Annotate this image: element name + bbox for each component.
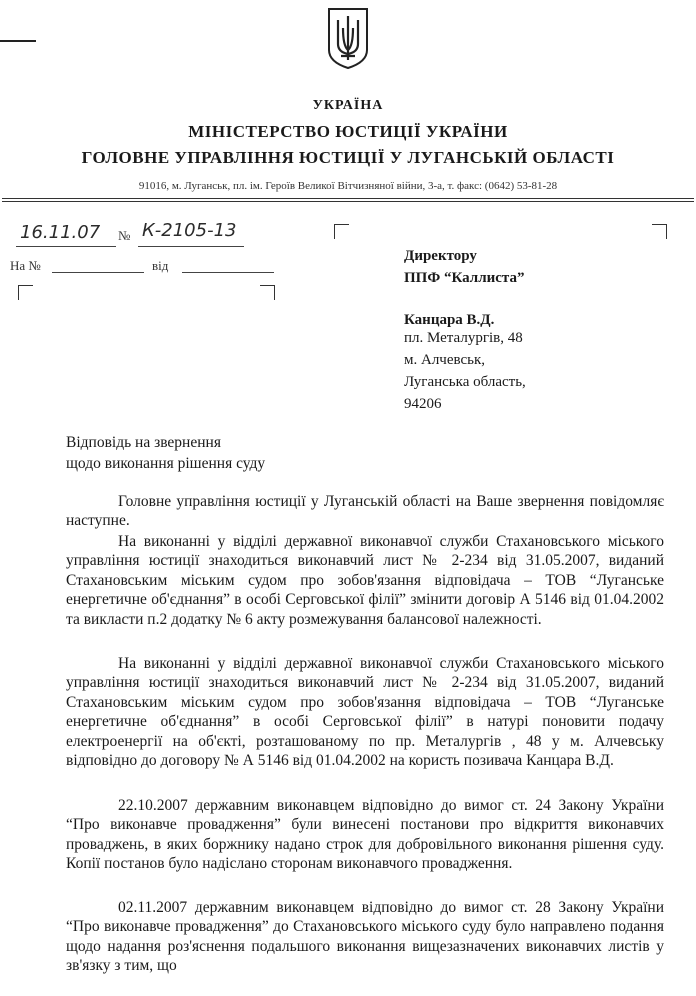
header-divider bbox=[2, 198, 694, 199]
header-ministry: МІНІСТЕРСТВО ЮСТИЦІЇ УКРАЇНИ bbox=[188, 122, 508, 141]
outgoing-date: 16.11.07 bbox=[20, 222, 101, 243]
reply-number-label: На № bbox=[10, 258, 41, 273]
subject-line-1: Відповідь на звернення bbox=[66, 434, 221, 451]
recipient-org: ППФ “Каллиста” bbox=[404, 270, 525, 286]
outgoing-number-line bbox=[138, 246, 244, 247]
body-paragraph-3: На виконанні у відділі державної виконавчої служби Стахановського міського управління юстиції знаходиться виконавчий лист № 2-234 від 31.05.2007, виданий Стахановським міським судом про зобов'язання відповідача – ТОВ “Луганське енергетичне об'єднання” в особі Серговської філії” в натурі поновити подачу електроенергії на об'єкті, розташованому по пр. Металургів , 48 у м. Алчевську відповідно до договору № А 5146 від 01.04.2002 на користь позивача Канцара В.Д. bbox=[66, 655, 664, 770]
body-paragraph-5: 02.11.2007 державним виконавцем відповідно до вимог ст. 28 Закону України “Про виконавче провадження” до Стахановського міського суду було направлено подання щодо надання роз'яснення подальшого виконання вищезазначених виконавчих листів у зв'язку з тим, що bbox=[66, 899, 664, 975]
recipient-position: Директору bbox=[404, 248, 477, 264]
coat-of-arms-icon bbox=[326, 6, 370, 70]
reply-number-line bbox=[52, 272, 144, 273]
reply-from-label: від bbox=[152, 258, 169, 273]
header-department: ГОЛОВНЕ УПРАВЛІННЯ ЮСТИЦІЇ У ЛУГАНСЬКІЙ ОБЛАСТІ bbox=[81, 148, 615, 167]
corner-mark-right-right bbox=[652, 224, 667, 239]
scan-mark bbox=[0, 40, 36, 42]
body-paragraph-4: 22.10.2007 державним виконавцем відповідно до вимог ст. 24 Закону України “Про виконавче провадження” були винесені постанови про відкриття виконавчих проваджень, в яких боржнику надано строк для добровільного виконання рішення суду. Копії постанов було надіслано сторонам виконавчого провадження. bbox=[66, 797, 664, 873]
subject-line-2: щодо виконання рішення суду bbox=[66, 455, 266, 472]
header-address: 91016, м. Луганськ, пл. ім. Героїв Великої Вітчизняної війни, 3-а, т. факс: (0642) 53-81-28 bbox=[138, 180, 558, 192]
header-country: УКРАЇНА bbox=[312, 98, 384, 113]
body-paragraph-1: Головне управління юстиції у Луганській області на Ваше звернення повідомляє наступне. bbox=[66, 493, 664, 530]
outgoing-date-line bbox=[16, 246, 116, 247]
corner-mark-left-right bbox=[260, 285, 275, 300]
outgoing-number: К-2105-13 bbox=[142, 220, 237, 241]
outgoing-number-sign: № bbox=[118, 228, 131, 243]
corner-mark-left-top bbox=[18, 285, 33, 300]
recipient-postcode: 94206 bbox=[404, 396, 442, 412]
recipient-city: м. Алчевськ, bbox=[404, 352, 486, 368]
subject bbox=[66, 432, 265, 474]
reply-date-line bbox=[182, 272, 274, 273]
corner-mark-right-top bbox=[334, 224, 349, 239]
recipient-region: Луганська область, bbox=[404, 374, 526, 390]
header-divider-2 bbox=[2, 201, 694, 202]
recipient-name: Канцара В.Д. bbox=[404, 312, 495, 328]
recipient-street: пл. Металургів, 48 bbox=[404, 330, 523, 346]
body-paragraph-2: На виконанні у відділі державної виконавчої служби Стахановського міського управління юстиції знаходиться виконавчий лист № 2-234 від 31.05.2007, виданий Стахановським міським судом про зобов'язання відповідача – ТОВ “Луганське енергетичне об'єднання” в особі Серговської філії” змінити договір А 5146 від 01.04.2002 та викласти п.2 додатку № 6 акту розмежування балансової належності. bbox=[66, 533, 664, 628]
